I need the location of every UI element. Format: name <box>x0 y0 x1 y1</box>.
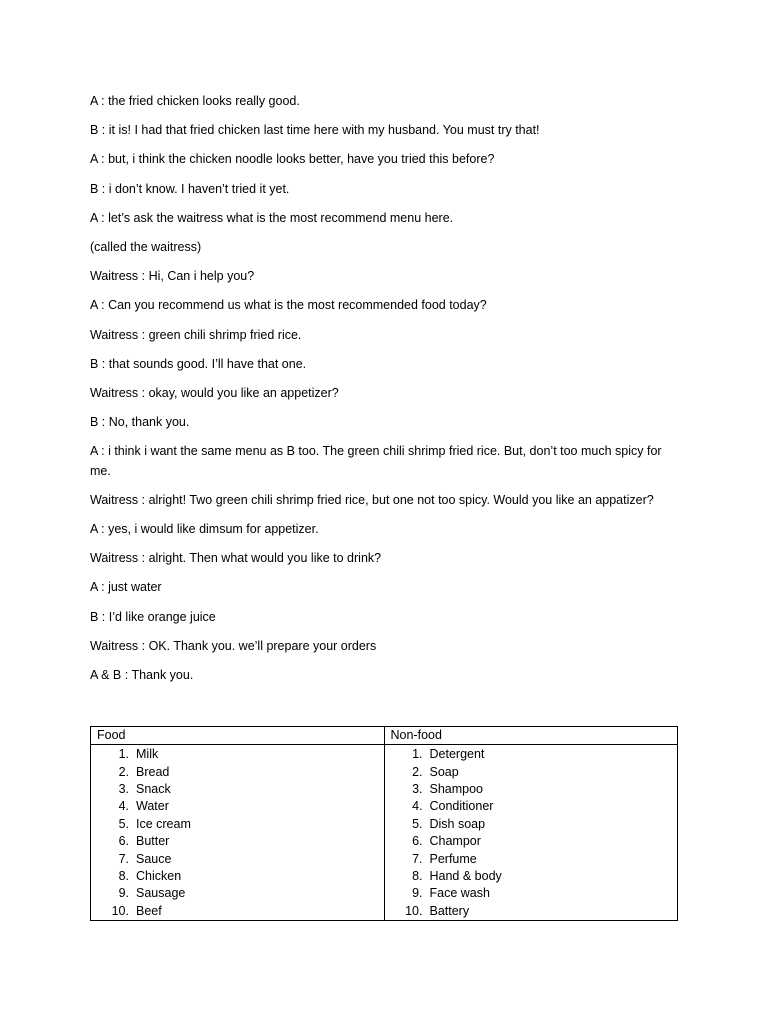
list-item <box>91 816 384 833</box>
list-item <box>91 798 384 815</box>
dialogue-line: Waitress : alright. Then what would you like to drink? <box>90 551 382 566</box>
dialogue-line: B : it is! I had that fried chicken last time here with my husband. You must try that! <box>90 123 540 138</box>
item-label: Beef <box>136 903 162 918</box>
item-label: Hand & body <box>429 869 502 883</box>
list-item <box>91 833 384 850</box>
item-label: Face wash <box>429 886 490 901</box>
dialogue-line: A : just water <box>90 580 162 595</box>
list-item <box>91 868 384 885</box>
dialogue-line: Waitress : Hi, Can i help you? <box>90 269 255 284</box>
dialogue-line: Waitress : alright! Two green chili shrimp fried rice, but one not too spicy. Would you like an appatizer? <box>90 492 654 507</box>
table-row <box>91 745 678 921</box>
item-number: 7. <box>118 851 129 866</box>
dialogue-line: Waitress : okay, would you like an appetizer? <box>90 386 339 401</box>
item-label: Chicken <box>136 869 182 883</box>
item-label: Bread <box>136 764 170 779</box>
list-item <box>385 798 678 815</box>
item-number: 3. <box>412 782 423 797</box>
list-item <box>385 851 678 868</box>
item-label: Milk <box>136 747 159 762</box>
list-item <box>91 903 384 920</box>
dialogue-line: B : I’d like orange juice <box>90 609 216 624</box>
nonfood-list <box>385 746 678 920</box>
document-page <box>90 92 678 921</box>
item-label: Battery <box>429 903 470 918</box>
item-number: 5. <box>118 816 129 831</box>
item-label: Ice cream <box>136 816 191 831</box>
item-number: 5. <box>412 816 423 831</box>
item-number: 2. <box>412 764 423 779</box>
dialogue-line: A : but, i think the chicken noodle looks better, have you tried this before? <box>90 152 495 167</box>
food-list <box>91 746 384 920</box>
item-number: 2. <box>118 764 129 779</box>
item-label: Sauce <box>136 851 172 866</box>
dialogue-line: A : i think i want the same menu as B too. The green chili shrimp fried rice. But, don’t too much spicy for me. <box>90 444 662 478</box>
item-label: Butter <box>136 834 170 849</box>
item-label: Shampoo <box>429 782 484 797</box>
item-label: Water <box>136 799 169 814</box>
dialogue-line: Waitress : green chili shrimp fried rice. <box>90 327 302 342</box>
item-number: 10. <box>405 903 423 918</box>
dialogue-line: A : the fried chicken looks really good. <box>90 94 300 108</box>
food-column-header: Food <box>91 727 385 745</box>
item-label: Detergent <box>429 747 485 762</box>
item-number: 4. <box>412 799 423 814</box>
list-item <box>91 781 384 798</box>
list-item <box>91 746 384 763</box>
dialogue-line: A : yes, i would like dimsum for appetizer. <box>90 522 319 537</box>
list-item <box>385 816 678 833</box>
item-number: 7. <box>412 851 423 866</box>
table-header-row <box>91 727 678 745</box>
item-number: 6. <box>412 834 423 849</box>
item-number: 3. <box>118 782 129 797</box>
item-number: 10. <box>111 903 129 918</box>
item-number: 6. <box>118 834 129 849</box>
dialogue-line: A : Can you recommend us what is the most recommended food today? <box>90 298 487 313</box>
item-label: Dish soap <box>429 816 486 831</box>
list-item <box>385 764 678 781</box>
list-item <box>91 764 384 781</box>
list-item <box>385 903 678 920</box>
item-number: 8. <box>412 869 423 883</box>
list-item <box>91 851 384 868</box>
item-number: 9. <box>412 886 423 901</box>
list-item <box>385 868 678 885</box>
list-item <box>385 885 678 902</box>
list-item <box>91 885 384 902</box>
list-item <box>385 781 678 798</box>
dialogue-line: B : No, thank you. <box>90 415 190 430</box>
dialogue-line: (called the waitress) <box>90 240 202 255</box>
item-label: Sausage <box>136 886 186 901</box>
dialogue-line: A & B : Thank you. <box>90 668 194 683</box>
dialogue-line: B : i don’t know. I haven’t tried it yet. <box>90 181 290 196</box>
item-label: Champor <box>429 834 481 849</box>
nonfood-column-header: Non-food <box>384 727 678 745</box>
shopping-table <box>90 726 678 921</box>
item-number: 1. <box>412 747 423 762</box>
item-label: Perfume <box>429 851 477 866</box>
item-number: 9. <box>118 886 129 901</box>
item-label: Conditioner <box>429 799 494 814</box>
dialogue <box>90 92 678 685</box>
dialogue-line: B : that sounds good. I’ll have that one. <box>90 356 307 371</box>
item-number: 8. <box>118 869 129 883</box>
item-number: 1. <box>118 747 129 762</box>
dialogue-line: A : let’s ask the waitress what is the most recommend menu here. <box>90 210 454 225</box>
dialogue-line: Waitress : OK. Thank you. we’ll prepare your orders <box>90 638 377 653</box>
list-item <box>385 833 678 850</box>
item-number: 4. <box>118 799 129 814</box>
food-list-cell <box>91 745 385 921</box>
item-label: Snack <box>136 782 171 797</box>
list-item <box>385 746 678 763</box>
item-label: Soap <box>429 764 459 779</box>
nonfood-list-cell <box>384 745 678 921</box>
